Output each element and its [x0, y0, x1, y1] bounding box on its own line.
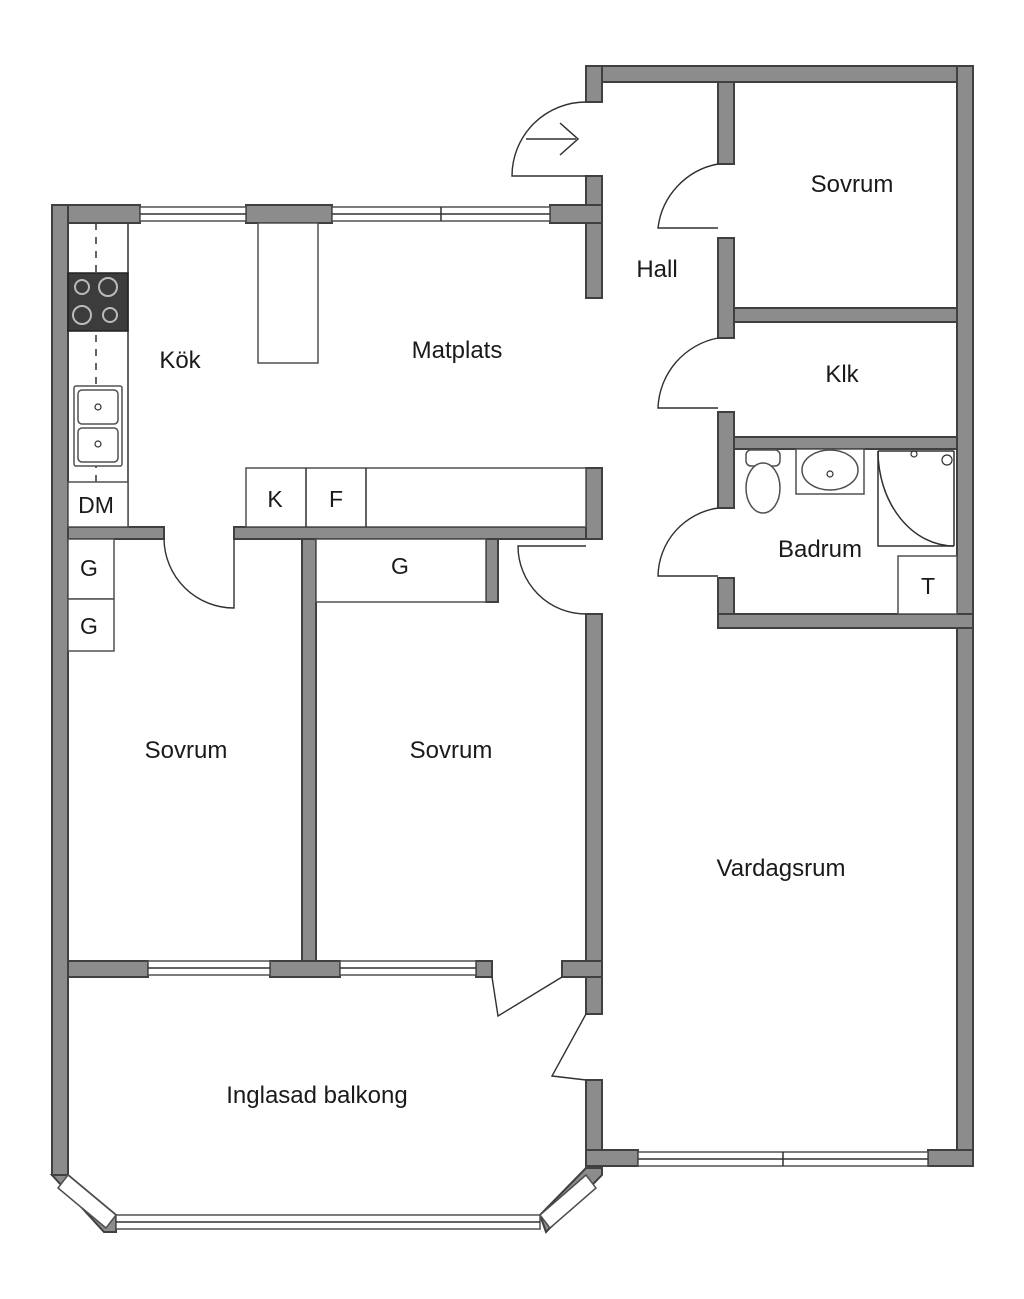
room-label-balkong: Inglasad balkong	[226, 1082, 408, 1109]
fixture-label-f: F	[328, 486, 344, 512]
room-label-sovrum-left: Sovrum	[144, 737, 228, 764]
room-label-vardagsrum: Vardagsrum	[716, 855, 846, 882]
fixture-label-g-left-2: G	[80, 613, 98, 639]
island-counter	[258, 223, 318, 363]
fixture-label-k: K	[267, 486, 283, 512]
walls	[52, 66, 973, 1232]
fixture-label-dm: DM	[78, 492, 114, 518]
shower-icon	[878, 451, 954, 546]
room-label-kok: Kök	[159, 347, 201, 374]
room-label-klk: Klk	[825, 361, 859, 388]
room-label-sovrum-middle: Sovrum	[409, 737, 493, 764]
stove-icon	[68, 273, 128, 331]
toilet-icon	[746, 450, 780, 513]
room-label-sovrum-top: Sovrum	[810, 171, 894, 198]
sink-icon	[74, 386, 122, 466]
fixture-label-t: T	[920, 573, 936, 599]
fixture-label-g-left-1: G	[80, 555, 98, 581]
kitchen-fixtures	[68, 223, 586, 651]
room-label-badrum: Badrum	[777, 536, 863, 563]
room-label-hall: Hall	[636, 256, 678, 283]
room-label-matplats: Matplats	[411, 337, 503, 364]
washbasin-icon	[796, 449, 864, 494]
fixture-label-g-hall: G	[391, 553, 409, 579]
